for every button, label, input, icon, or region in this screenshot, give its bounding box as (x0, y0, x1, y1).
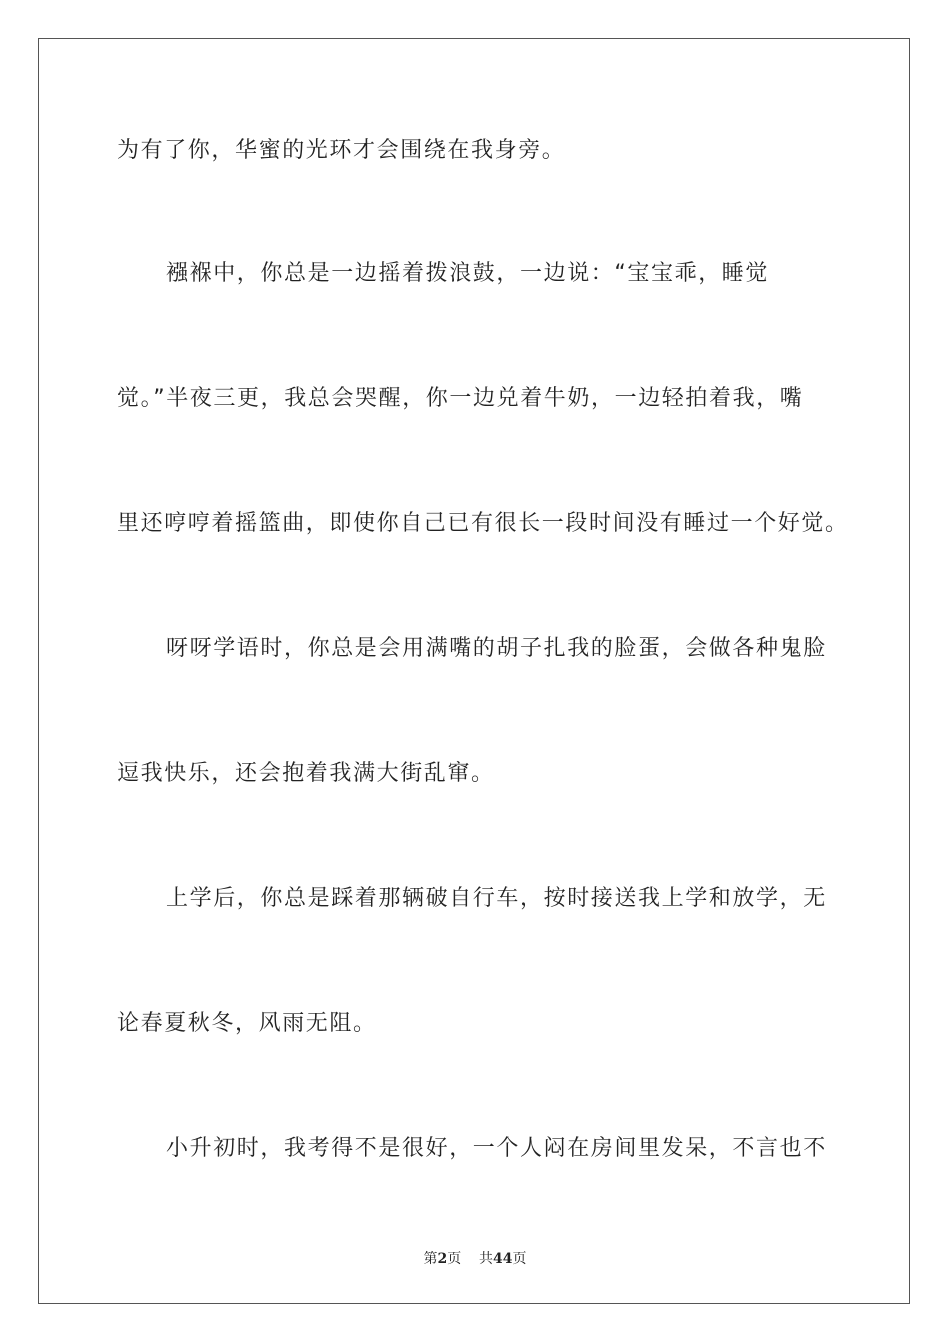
footer-page-suffix: 页 (447, 1251, 462, 1267)
text-line-8: 论春夏秋冬，风雨无阻。 (117, 1011, 377, 1036)
paragraph-start-line: 呀呀学语时，你总是会用满嘴的胡子扎我的脸蛋，会做各种鬼脸 (166, 636, 827, 661)
page-border (38, 38, 910, 1304)
paragraph-start-line: 上学后，你总是踩着那辆破自行车，按时接送我上学和放学，无 (166, 886, 827, 911)
text-line-4: 里还哼哼着摇篮曲，即使你自己已有很长一段时间没有睡过一个好觉。 (117, 511, 849, 536)
footer-total-pages: 44 (493, 1251, 513, 1267)
footer-total-suffix: 页 (512, 1251, 527, 1267)
text-line-6: 逗我快乐，还会抱着我满大街乱窜。 (117, 761, 495, 786)
footer-page-number: 2 (437, 1251, 448, 1267)
footer-total-prefix: 共 (479, 1251, 494, 1267)
text-line-3: 觉。”半夜三更，我总会哭醒，你一边兑着牛奶，一边轻拍着我，嘴 (117, 386, 804, 411)
paragraph-start-line: 襁褓中，你总是一边摇着拨浪鼓，一边说：“宝宝乖，睡觉 (166, 261, 769, 286)
paragraph-start-line: 小升初时，我考得不是很好，一个人闷在房间里发呆，不言也不 (166, 1136, 827, 1161)
text-line-1: 为有了你，华蜜的光环才会围绕在我身旁。 (117, 138, 566, 163)
page-footer (0, 1248, 950, 1268)
footer-page-prefix: 第 (423, 1251, 438, 1267)
